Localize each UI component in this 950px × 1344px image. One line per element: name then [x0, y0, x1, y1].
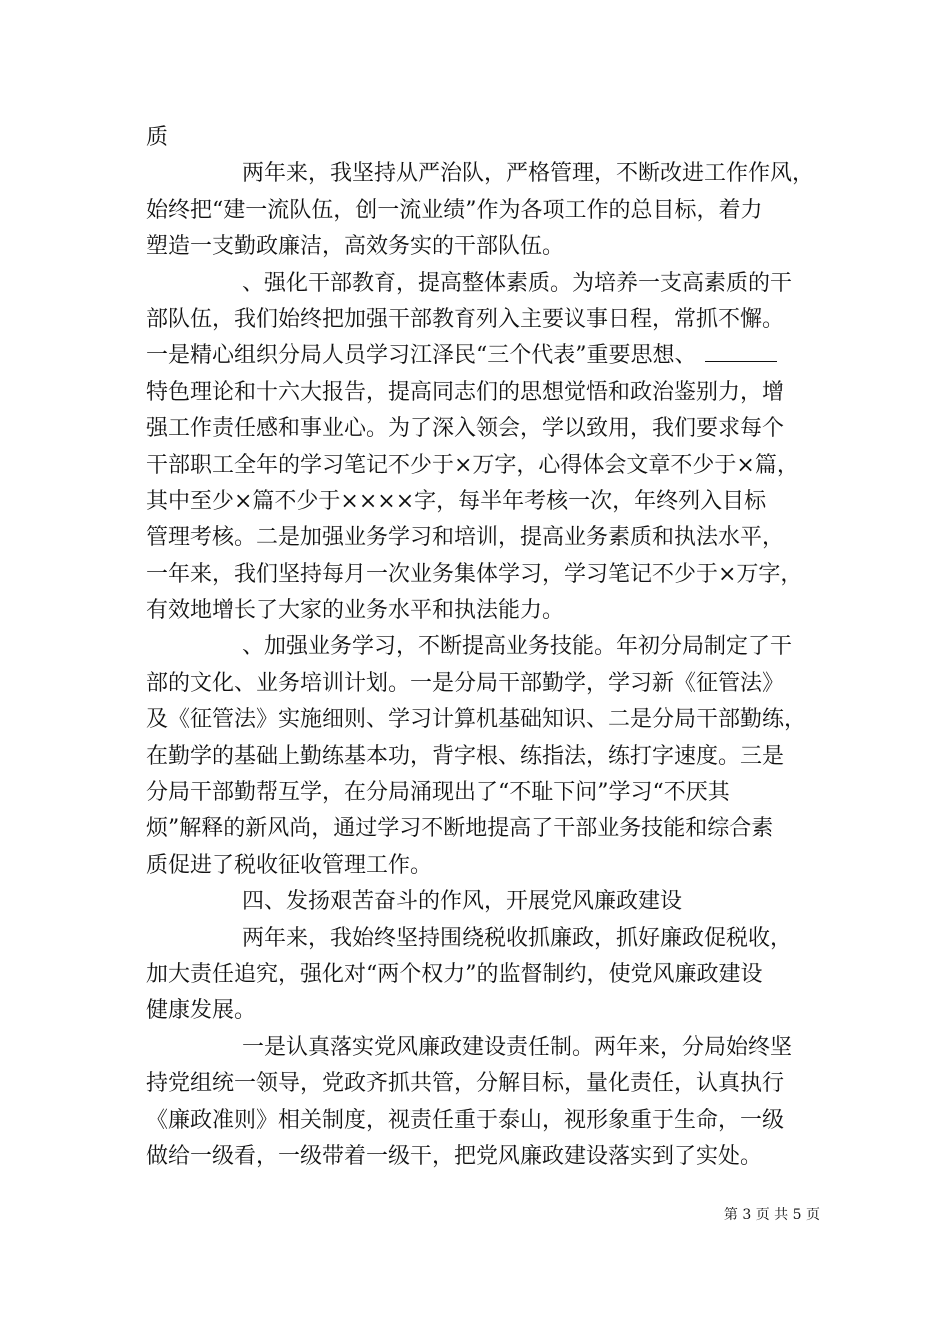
paragraph-start-line: 两年来，我始终坚持围绕税收抓廉政，抓好廉政促税收， [242, 925, 793, 951]
paragraph-start-line: 、强化干部教育，提高整体素质。为培养一支高素质的干 [242, 270, 793, 296]
paragraph-start-line: 两年来，我坚持从严治队，严格管理，不断改进工作作风， [242, 161, 815, 187]
text-line: 持党组统一领导，党政齐抓共管，分解目标，量化责任，认真执行 [146, 1071, 785, 1097]
fill-in-blank [705, 341, 777, 362]
text-line: 健康发展。 [146, 998, 257, 1024]
text-line: 有效地增长了大家的业务水平和执法能力。 [146, 598, 565, 624]
text-line: 烦”解释的新风尚，通过学习不断地提高了干部业务技能和综合素 [146, 816, 774, 842]
text-line: 做给一级看，一级带着一级干，把党风廉政建设落实到了实处。 [146, 1143, 763, 1169]
text-line: 始终把“建一流队伍，创一流业绩”作为各项工作的总目标，着力 [146, 197, 763, 223]
section-heading: 四、发扬艰苦奋斗的作风，开展党风廉政建设 [242, 889, 683, 915]
text-line: 部的文化、业务培训计划。一是分局干部勤学，学习新《征管法》 [146, 670, 785, 696]
text-line: 分局干部勤帮互学，在分局涌现出了“不耻下问”学习“不厌其 [146, 780, 730, 806]
text-line: 管理考核。二是加强业务学习和培训，提高业务素质和执法水平， [146, 525, 785, 551]
text-line: 及《征管法》实施细则、学习计算机基础知识、二是分局干部勤练， [146, 707, 807, 733]
text-line: 干部职工全年的学习笔记不少于×万字，心得体会文章不少于×篇， [146, 452, 799, 478]
text-line: 加大责任追究，强化对“两个权力”的监督制约，使党风廉政建设 [146, 961, 763, 987]
text-line-with-blank [146, 338, 826, 374]
text-line: 塑造一支勤政廉洁，高效务实的干部队伍。 [146, 234, 565, 260]
text-line: 质促进了税收征收管理工作。 [146, 852, 433, 878]
text-line: 质 [146, 125, 169, 150]
text-line: 其中至少×篇不少于××××字，每半年考核一次，年终列入目标 [146, 488, 767, 514]
paragraph-start-line: 、加强业务学习，不断提高业务技能。年初分局制定了干 [242, 634, 793, 660]
text-line: 部队伍，我们始终把加强干部教育列入主要议事日程，常抓不懈。 [146, 306, 785, 332]
page-number-footer: 第 3 页 共 5 页 [723, 1207, 820, 1223]
body-text [146, 120, 826, 1175]
text-line-content: 一是精心组织分局人员学习江泽民“三个代表”重要思想、 [146, 343, 697, 369]
paragraph-start-line: 一是认真落实党风廉政建设责任制。两年来，分局始终坚 [242, 1034, 793, 1060]
text-line: 在勤学的基础上勤练基本功，背字根、练指法，练打字速度。三是 [146, 743, 785, 769]
text-line: 一年来，我们坚持每月一次业务集体学习，学习笔记不少于×万字， [146, 561, 803, 587]
text-line: 《廉政准则》相关制度，视责任重于泰山，视形象重于生命，一级 [146, 1107, 785, 1133]
text-line: 特色理论和十六大报告，提高同志们的思想觉悟和政治鉴别力，增 [146, 379, 785, 405]
text-line: 强工作责任感和事业心。为了深入领会，学以致用，我们要求每个 [146, 416, 785, 442]
